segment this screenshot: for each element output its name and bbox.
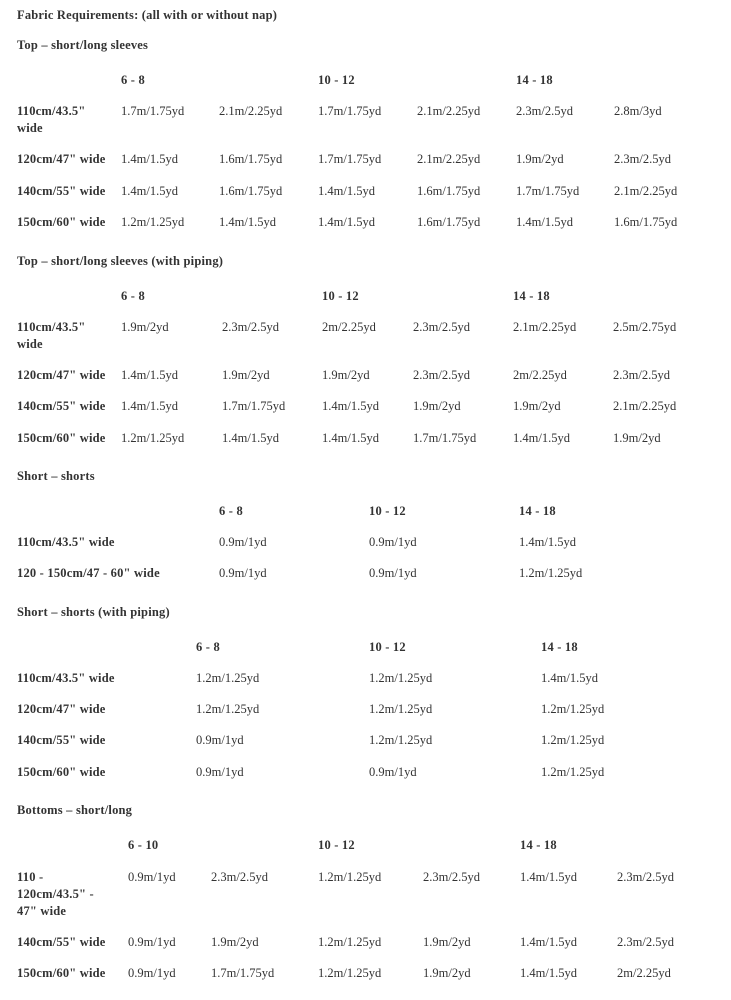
row-label: 110cm/43.5" wide — [17, 320, 86, 351]
table-cell: 1.4m/1.5yd — [318, 215, 375, 229]
table-cell: 1.6m/1.75yd — [219, 184, 283, 198]
table-cell: 2.3m/2.5yd — [413, 368, 470, 382]
section-title: Short – shorts (with piping) — [17, 605, 170, 619]
table-cell: 1.9m/2yd — [423, 935, 471, 949]
size-header: 10 - 12 — [318, 73, 355, 87]
row-label: 120cm/47" wide — [17, 368, 106, 382]
table-cell: 1.4m/1.5yd — [519, 535, 576, 549]
table-cell: 2.1m/2.25yd — [417, 152, 481, 166]
size-header: 10 - 12 — [369, 504, 406, 518]
table-cell: 2.3m/2.5yd — [423, 870, 480, 884]
table-cell: 2m/2.25yd — [322, 320, 376, 334]
table-cell: 1.7m/1.75yd — [211, 966, 275, 980]
table-cell: 2.3m/2.5yd — [614, 152, 671, 166]
table-cell: 1.4m/1.5yd — [318, 184, 375, 198]
section-title: Short – shorts — [17, 469, 95, 483]
size-header: 6 - 8 — [219, 504, 243, 518]
row-label: 150cm/60" wide — [17, 215, 106, 229]
table-cell: 1.7m/1.75yd — [413, 431, 477, 445]
row-label: 140cm/55" wide — [17, 935, 106, 949]
table-cell: 1.4m/1.5yd — [541, 671, 598, 685]
table-cell: 1.2m/1.25yd — [541, 702, 605, 716]
row-label: 150cm/60" wide — [17, 431, 106, 445]
table-cell: 1.2m/1.25yd — [541, 765, 605, 779]
table-cell: 1.2m/1.25yd — [121, 431, 185, 445]
table-cell: 1.9m/2yd — [513, 399, 561, 413]
table-cell: 2.8m/3yd — [614, 104, 662, 118]
table-cell: 0.9m/1yd — [128, 935, 176, 949]
table-cell: 2.3m/2.5yd — [617, 870, 674, 884]
table-cell: 1.6m/1.75yd — [417, 215, 481, 229]
table-cell: 1.9m/2yd — [322, 368, 370, 382]
table-cell: 2.5m/2.75yd — [613, 320, 677, 334]
table-cell: 1.4m/1.5yd — [219, 215, 276, 229]
table-cell: 2.1m/2.25yd — [613, 399, 677, 413]
table-cell: 1.2m/1.25yd — [519, 566, 583, 580]
size-header: 6 - 8 — [196, 640, 220, 654]
table-cell: 1.2m/1.25yd — [318, 870, 382, 884]
table-cell: 0.9m/1yd — [128, 870, 176, 884]
row-label: 150cm/60" wide — [17, 966, 106, 980]
table-cell: 0.9m/1yd — [369, 535, 417, 549]
table-cell: 1.4m/1.5yd — [322, 431, 379, 445]
row-label: 150cm/60" wide — [17, 765, 106, 779]
row-label: 120 - 150cm/47 - 60" wide — [17, 566, 160, 580]
table-cell: 1.4m/1.5yd — [520, 935, 577, 949]
section-title: Top – short/long sleeves (with piping) — [17, 254, 224, 268]
row-label: 140cm/55" wide — [17, 184, 106, 198]
row-label: 110cm/43.5" wide — [17, 671, 115, 685]
table-cell: 1.2m/1.25yd — [541, 733, 605, 747]
size-header: 14 - 18 — [513, 289, 550, 303]
size-header: 10 - 12 — [369, 640, 406, 654]
table-cell: 1.4m/1.5yd — [222, 431, 279, 445]
section-title: Bottoms – short/long — [17, 803, 133, 817]
row-label: 140cm/55" wide — [17, 399, 106, 413]
table-cell: 1.7m/1.75yd — [318, 152, 382, 166]
size-header: 14 - 18 — [520, 838, 557, 852]
section-title: Top – short/long sleeves — [17, 38, 149, 52]
table-cell: 2m/2.25yd — [617, 966, 671, 980]
table-cell: 1.9m/2yd — [121, 320, 169, 334]
table-cell: 1.2m/1.25yd — [369, 733, 433, 747]
row-label: 110cm/43.5" wide — [17, 104, 86, 135]
table-cell: 1.9m/2yd — [211, 935, 259, 949]
table-cell: 1.2m/1.25yd — [318, 935, 382, 949]
table-cell: 1.2m/1.25yd — [318, 966, 382, 980]
size-header: 6 - 10 — [128, 838, 159, 852]
table-cell: 2.1m/2.25yd — [614, 184, 678, 198]
table-cell: 1.6m/1.75yd — [614, 215, 678, 229]
row-label: 110cm/43.5" wide — [17, 535, 115, 549]
size-header: 10 - 12 — [322, 289, 359, 303]
table-cell: 1.4m/1.5yd — [121, 152, 178, 166]
table-cell: 2.3m/2.5yd — [613, 368, 670, 382]
table-cell: 0.9m/1yd — [219, 566, 267, 580]
table-cell: 1.9m/2yd — [423, 966, 471, 980]
table-cell: 1.9m/2yd — [613, 431, 661, 445]
table-cell: 0.9m/1yd — [196, 765, 244, 779]
table-cell: 2.1m/2.25yd — [513, 320, 577, 334]
table-cell: 0.9m/1yd — [369, 566, 417, 580]
table-cell: 0.9m/1yd — [196, 733, 244, 747]
table-cell: 2.3m/2.5yd — [211, 870, 268, 884]
table-cell: 1.2m/1.25yd — [369, 702, 433, 716]
size-header: 14 - 18 — [541, 640, 578, 654]
row-label: 120cm/47" wide — [17, 702, 106, 716]
table-cell: 1.4m/1.5yd — [513, 431, 570, 445]
table-cell: 1.9m/2yd — [413, 399, 461, 413]
size-header: 10 - 12 — [318, 838, 355, 852]
table-cell: 1.4m/1.5yd — [516, 215, 573, 229]
row-label: 110 - 120cm/43.5" - 47" wide — [17, 870, 94, 918]
table-cell: 1.9m/2yd — [516, 152, 564, 166]
table-cell: 1.9m/2yd — [222, 368, 270, 382]
table-cell: 0.9m/1yd — [128, 966, 176, 980]
row-label: 140cm/55" wide — [17, 733, 106, 747]
table-cell: 1.7m/1.75yd — [318, 104, 382, 118]
table-cell: 1.7m/1.75yd — [222, 399, 286, 413]
page-title: Fabric Requirements: (all with or without nap) — [17, 8, 278, 22]
table-cell: 1.7m/1.75yd — [121, 104, 185, 118]
table-cell: 1.4m/1.5yd — [121, 184, 178, 198]
row-label: 120cm/47" wide — [17, 152, 106, 166]
table-cell: 2m/2.25yd — [513, 368, 567, 382]
table-cell: 2.1m/2.25yd — [219, 104, 283, 118]
size-header: 14 - 18 — [519, 504, 556, 518]
table-cell: 1.4m/1.5yd — [520, 870, 577, 884]
table-cell: 1.4m/1.5yd — [121, 399, 178, 413]
table-cell: 1.2m/1.25yd — [196, 702, 260, 716]
table-cell: 1.4m/1.5yd — [121, 368, 178, 382]
size-header: 6 - 8 — [121, 73, 145, 87]
table-cell: 2.3m/2.5yd — [516, 104, 573, 118]
table-cell: 0.9m/1yd — [219, 535, 267, 549]
table-cell: 1.7m/1.75yd — [516, 184, 580, 198]
table-cell: 1.2m/1.25yd — [369, 671, 433, 685]
table-cell: 1.6m/1.75yd — [219, 152, 283, 166]
table-cell: 1.2m/1.25yd — [121, 215, 185, 229]
size-header: 6 - 8 — [121, 289, 145, 303]
table-cell: 2.3m/2.5yd — [617, 935, 674, 949]
table-cell: 0.9m/1yd — [369, 765, 417, 779]
table-cell: 1.4m/1.5yd — [322, 399, 379, 413]
table-cell: 2.3m/2.5yd — [222, 320, 279, 334]
size-header: 14 - 18 — [516, 73, 553, 87]
table-cell: 2.1m/2.25yd — [417, 104, 481, 118]
table-cell: 1.4m/1.5yd — [520, 966, 577, 980]
table-cell: 1.2m/1.25yd — [196, 671, 260, 685]
table-cell: 2.3m/2.5yd — [413, 320, 470, 334]
table-cell: 1.6m/1.75yd — [417, 184, 481, 198]
